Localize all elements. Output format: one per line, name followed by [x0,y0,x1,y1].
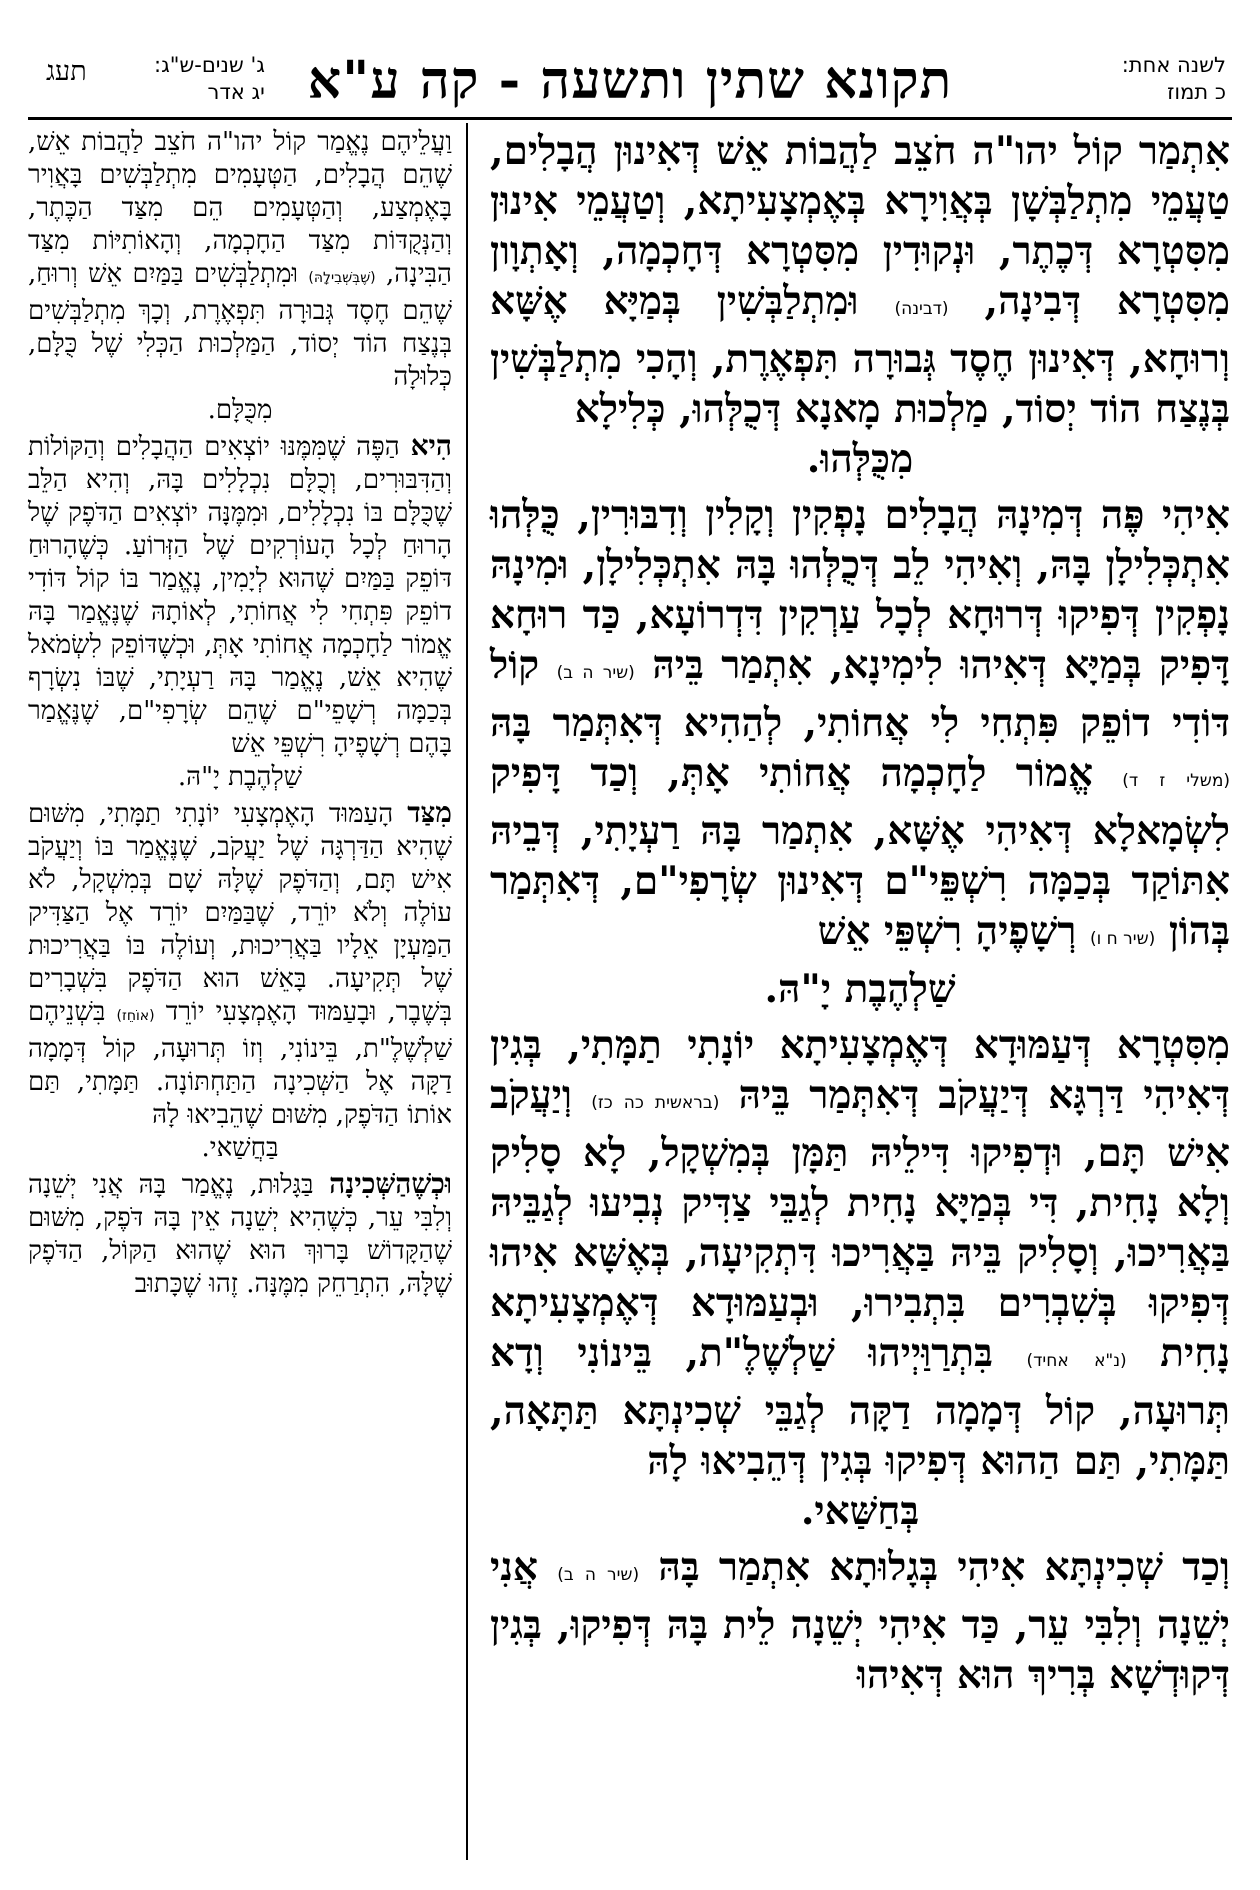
source-reference: (שיר ה ב) [557,1565,640,1585]
source-reference: (שֶׁבְּשְׁבִילָהּ) [308,270,376,286]
side-paragraph: וּכְשֶׁהַשְּׁכִינָה בַּגָּלוּת, נֶאֱמַר בָּהּ אֲנִי יְשֵׁנָה וְלִבִּי עֵר, כְּשֶׁהִיא יְשֵׁנָה אֵין בָּהּ דֹּפֶק, מִשּׁוּם שֶׁהַקָּדוֹשׁ בָּרוּךְ הוּא שֶׁהוּא הַקּוֹל, הַדֹּפֶק שֶׁלָּהּ, הִתְרַחֵק מִמֶּנָּה. זֶהוּ שֶׁכָּתוּב [28,1167,453,1299]
variant-reading: (אוֹחֵז) [116,1008,155,1024]
source-reference: (דבינה) [894,299,949,319]
side-paragraph: וַעֲלֵיהֶם נֶאֱמַר קוֹל יהו"ה חֹצֵב לַהֲבוֹת אֵשׁ, שֶׁהֵם הֲבָלִים, הַטְּעָמִים מִתְלַבְּשִׁים בָּאֲוִיר בָּאֶמְצַע, וְהַטְּעָמִים הֵם מִצַּד הַכֶּתֶר, וְהַנְּקֻדּוֹת מִצַּד הַחָכְמָה, וְהָאוֹתִיּוֹת מִצַּד הַבִּינָה, (שֶׁבְּשְׁבִילָהּ) וּמִתְלַבְּשִׁים בַּמַּיִם אֵשׁ וְרוּחַ, שֶׁהֵם חֶסֶד גְּבוּרָה תִּפְאֶרֶת, וְכָךְ מִתְלַבְּשִׁים בְּנֶצַח הוֹד יְסוֹד, הַמַּלְכוּת הַכְּלִי שֶׁל כֻּלָּם, כְּלוּלָה מִכֻּלָּם. [28,127,452,425]
source-reference: (שיר ה ב) [556,663,635,683]
column-divider [466,123,468,1860]
header-rule [28,117,1232,120]
schedule-date: יג אדר [207,80,265,104]
main-paragraph: וְכַד שְׁכִינְתָּא אִיהִי בְּגָלוּתָא אִתְמַר בָּהּ (שיר ה ב) אֲנִי יְשֵׁנָה וְלִבִּי עֵר, כַּד אִיהִי יְשֵׁנָה לֵית בָּהּ דְּפִיקוּ, בְּגִין דְּקוּדְשָׁא בְּרִיךְ הוּא דְּאִיהוּ [490,1544,1231,1698]
schedule-label: ג' שנים-ש"ג: [154,53,265,77]
variant-reading: (נ"א אחיד) [1026,1351,1127,1371]
main-paragraph: אִתְמַר קוֹל יהו"ה חֹצֵב לַהֲבוֹת אֵשׁ דְּאִינוּן הֲבָלִים, טַעֲמֵי מִתְלַבְּשָׁן בְּאֲוִירָא בְּאֶמְצָעִיתָא, וְטַעֲמֵי אִינוּן מִסִּטְרָא דְּכֶתֶר, וּנְקוּדִין מִסִּטְרָא דְּחָכְמָה, וְאָתְוָון מִסִּטְרָא דְּבִינָה, (דבינה) וּמִתְלַבְּשִׁין בְּמַיָּא אֶשָּׁא וְרוּחָא, דְּאִינוּן חֶסֶד גְּבוּרָה תִּפְאֶרֶת, וְהָכִי מִתְלַבְּשִׁין בְּנֶצַח הוֹד יְסוֹד, מַלְכוּת מָאנָא דְּכֻלְּהוּ, כְּלִילָא מִכֻּלְּהוּ. [490,128,1231,482]
page-number: תעג [46,56,87,87]
side-column-hebrew-translation [28,126,452,1303]
schedule-date: כ תמוז [1167,80,1226,104]
schedule-label: לשנה אחת: [1121,53,1226,77]
page-title: תקונא שתין ותשעה - קה ע"א [307,50,953,111]
main-column-aramaic [490,126,1230,1706]
page-header [28,50,1232,120]
main-paragraph: אִיהִי פֶּה דְּמִינָהּ הֲבָלִים נָפְקִין וְקָלִין וְדִבּוּרִין, כֻּלְּהוּ אִתְכְּלִילָן בָּהּ, וְאִיהִי לֵב דְּכֻלְּהוּ בָּהּ אִתְכְּלִילָן, וּמִינָהּ נָפְקִין דְּפִיקוּ דְּרוּחָא לְכָל עַרְקִין דִּדְרוֹעָא, כַּד רוּחָא דָּפִיק בְּמַיָּא דְּאִיהוּ לִימִינָא, אִתְמַר בֵּיהּ (שיר ה ב) קוֹל דּוֹדִי דוֹפֵק פִּתְחִי לִי אֲחוֹתִי, לְהַהִיא דְּאִתְּמַר בָּהּ (משלי ז ד) אֱמוֹר לַחָכְמָה אֲחוֹתִי אָתְּ, וְכַד דָּפִיק לִשְׂמָאלָא דְּאִיהִי אֶשָּׁא, אִתְמַר בָּהּ רַעְיָתִי, דְּבֵיהּ אִתּוֹקַד בְּכַמָּה רִשְׁפֵּי"ם דְּאִינוּן שְׂרָפִי"ם, דְּאִתְּמַר בְּהוֹן (שיר ח ו) רְשָׁפֶיהָ רִשְׁפֵּי אֵשׁ שַׁלְהֶבֶת יָ"הּ. [490,492,1231,1012]
side-paragraph: מִצַּד הָעַמּוּד הָאֶמְצָעִי יוֹנָתִי תַמָּתִי, מִשּׁוּם שֶׁהִיא הַדַּרְגָּה שֶׁל יַעֲקֹב, שֶׁנֶּאֱמַר בּוֹ וְיַעֲקֹב אִישׁ תָּם, וְהַדֹּפֶק שֶׁלָּהּ שָׁם בְּמִשְׁקָל, לֹא עוֹלֶה וְלֹא יוֹרֵד, שֶׁבַּמַּיִם יוֹרֵד אֶל הַצַּדִּיק הַמַּעְיָן אֵלָיו בַּאֲרִיכוּת, וְעוֹלֶה בּוֹ בַּאֲרִיכוּת שֶׁל תְּקִיעָה. בָּאֵשׁ הוּא הַדֹּפֶק בִּשְׁבָרִים בְּשֶׁבֶר, וּבָעַמּוּד הָאֶמְצָעִי יוֹרֵד (אוֹחֵז) בִּשְׁנֵיהֶם שַׁלְשֶׁלֶ"ת, בֵּינוֹנִי, וְזוֹ תְּרוּעָה, קוֹל דְּמָמָה דַקָּה אֶל הַשְּׁכִינָה הַתַּחְתּוֹנָה. תַּמָּתִי, תַּם אוֹתוֹ הַדֹּפֶק, מִשּׁוּם שֶׁהֵבִיאוּ לָהּ בַּחֲשַׁאי. [28,796,453,1163]
source-reference: (בראשית כה כז) [591,1093,720,1113]
main-paragraph: מִסִּטְרָא דְּעַמּוּדָא דְּאֶמְצָעִיתָא יוֹנָתִי תַמָּתִי, בְּגִין דְּאִיהִי דַּרְגָּא דְּיַעֲקֹב דְּאִתְּמַר בֵּיהּ (בראשית כה כז) וְיַעֲקֹב אִישׁ תָּם, וּדְפִיקוּ דִּילֵיהּ תַּמָּן בְּמִשְׁקָל, לָא סָלִיק וְלָא נָחִית, דִּי בְּמַיָּא נָחִית לְגַבֵּי צַדִּיק נְבִיעוּ לְגַבֵּיהּ בַּאֲרִיכוּ, וְסָלִיק בֵּיהּ בַּאֲרִיכוּ דִּתְקִיעָה, בְּאֶשָּׁא אִיהוּ דְּפִיקוּ בְּשִׁבְרִים בִּתְבִירוּ, וּבְעַמּוּדָא דְּאֶמְצָעִיתָא נָחִית (נ"א אחיד) בִּתְרַוַּיְיהוּ שַׁלְשֶׁלֶ"ת, בֵּינוֹנִי וְדָא תְּרוּעָה, קוֹל דְּמָמָה דַקָּה לְגַבֵּי שְׁכִינְתָּא תַּתָּאָה, תַּמָּתִי, תַּם הַהוּא דְּפִיקוּ בְּגִין דְּהֵבִיאוּ לָהּ בְּחַשַּׁאי. [490,1022,1231,1534]
study-schedule-three-years [154,52,265,106]
side-paragraph: הִיא הַפֶּה שֶׁמִּמֶּנּוּ יוֹצְאִים הַהֲבָלִים וְהַקּוֹלוֹת וְהַדִּבּוּרִים, וְכֻלָּם נִכְלָלִים בָּהּ, וְהִיא הַלֵּב שֶׁכֻּלָּם בּוֹ נִכְלָלִים, וּמִמֶּנָּה יוֹצְאִים הַדֹּפֶק שֶׁל הָרוּחַ לְכָל הָעוֹרְקִים שֶׁל הַזְּרוֹעַ. כְּשֶׁהָרוּחַ דּוֹפֵק בַּמַּיִם שֶׁהוּא לְיָמִין, נֶאֱמַר בּוֹ קוֹל דּוֹדִי דוֹפֵק פִּתְחִי לִי אֲחוֹתִי, לְאוֹתָהּ שֶׁנֶּאֱמַר בָּהּ אֱמוֹר לַחָכְמָה אֲחוֹתִי אָתְּ, וּכְשֶׁדּוֹפֵק לִשְׂמֹאל שֶׁהִיא אֵשׁ, נֶאֱמַר בָּהּ רַעְיָתִי, שֶׁבּוֹ נִשְׂרָף בְּכַמָּה רְשָׁפֵי"ם שֶׁהֵם שְׂרָפִי"ם, שֶׁנֶּאֱמַר בָּהֶם רְשָׁפֶיהָ רִשְׁפֵּי אֵשׁ שַׁלְהֶבֶת יָ"הּ. [28,429,453,792]
source-reference: (שיר ח ו) [1090,929,1156,949]
source-reference: (משלי ז ד) [1122,771,1230,791]
